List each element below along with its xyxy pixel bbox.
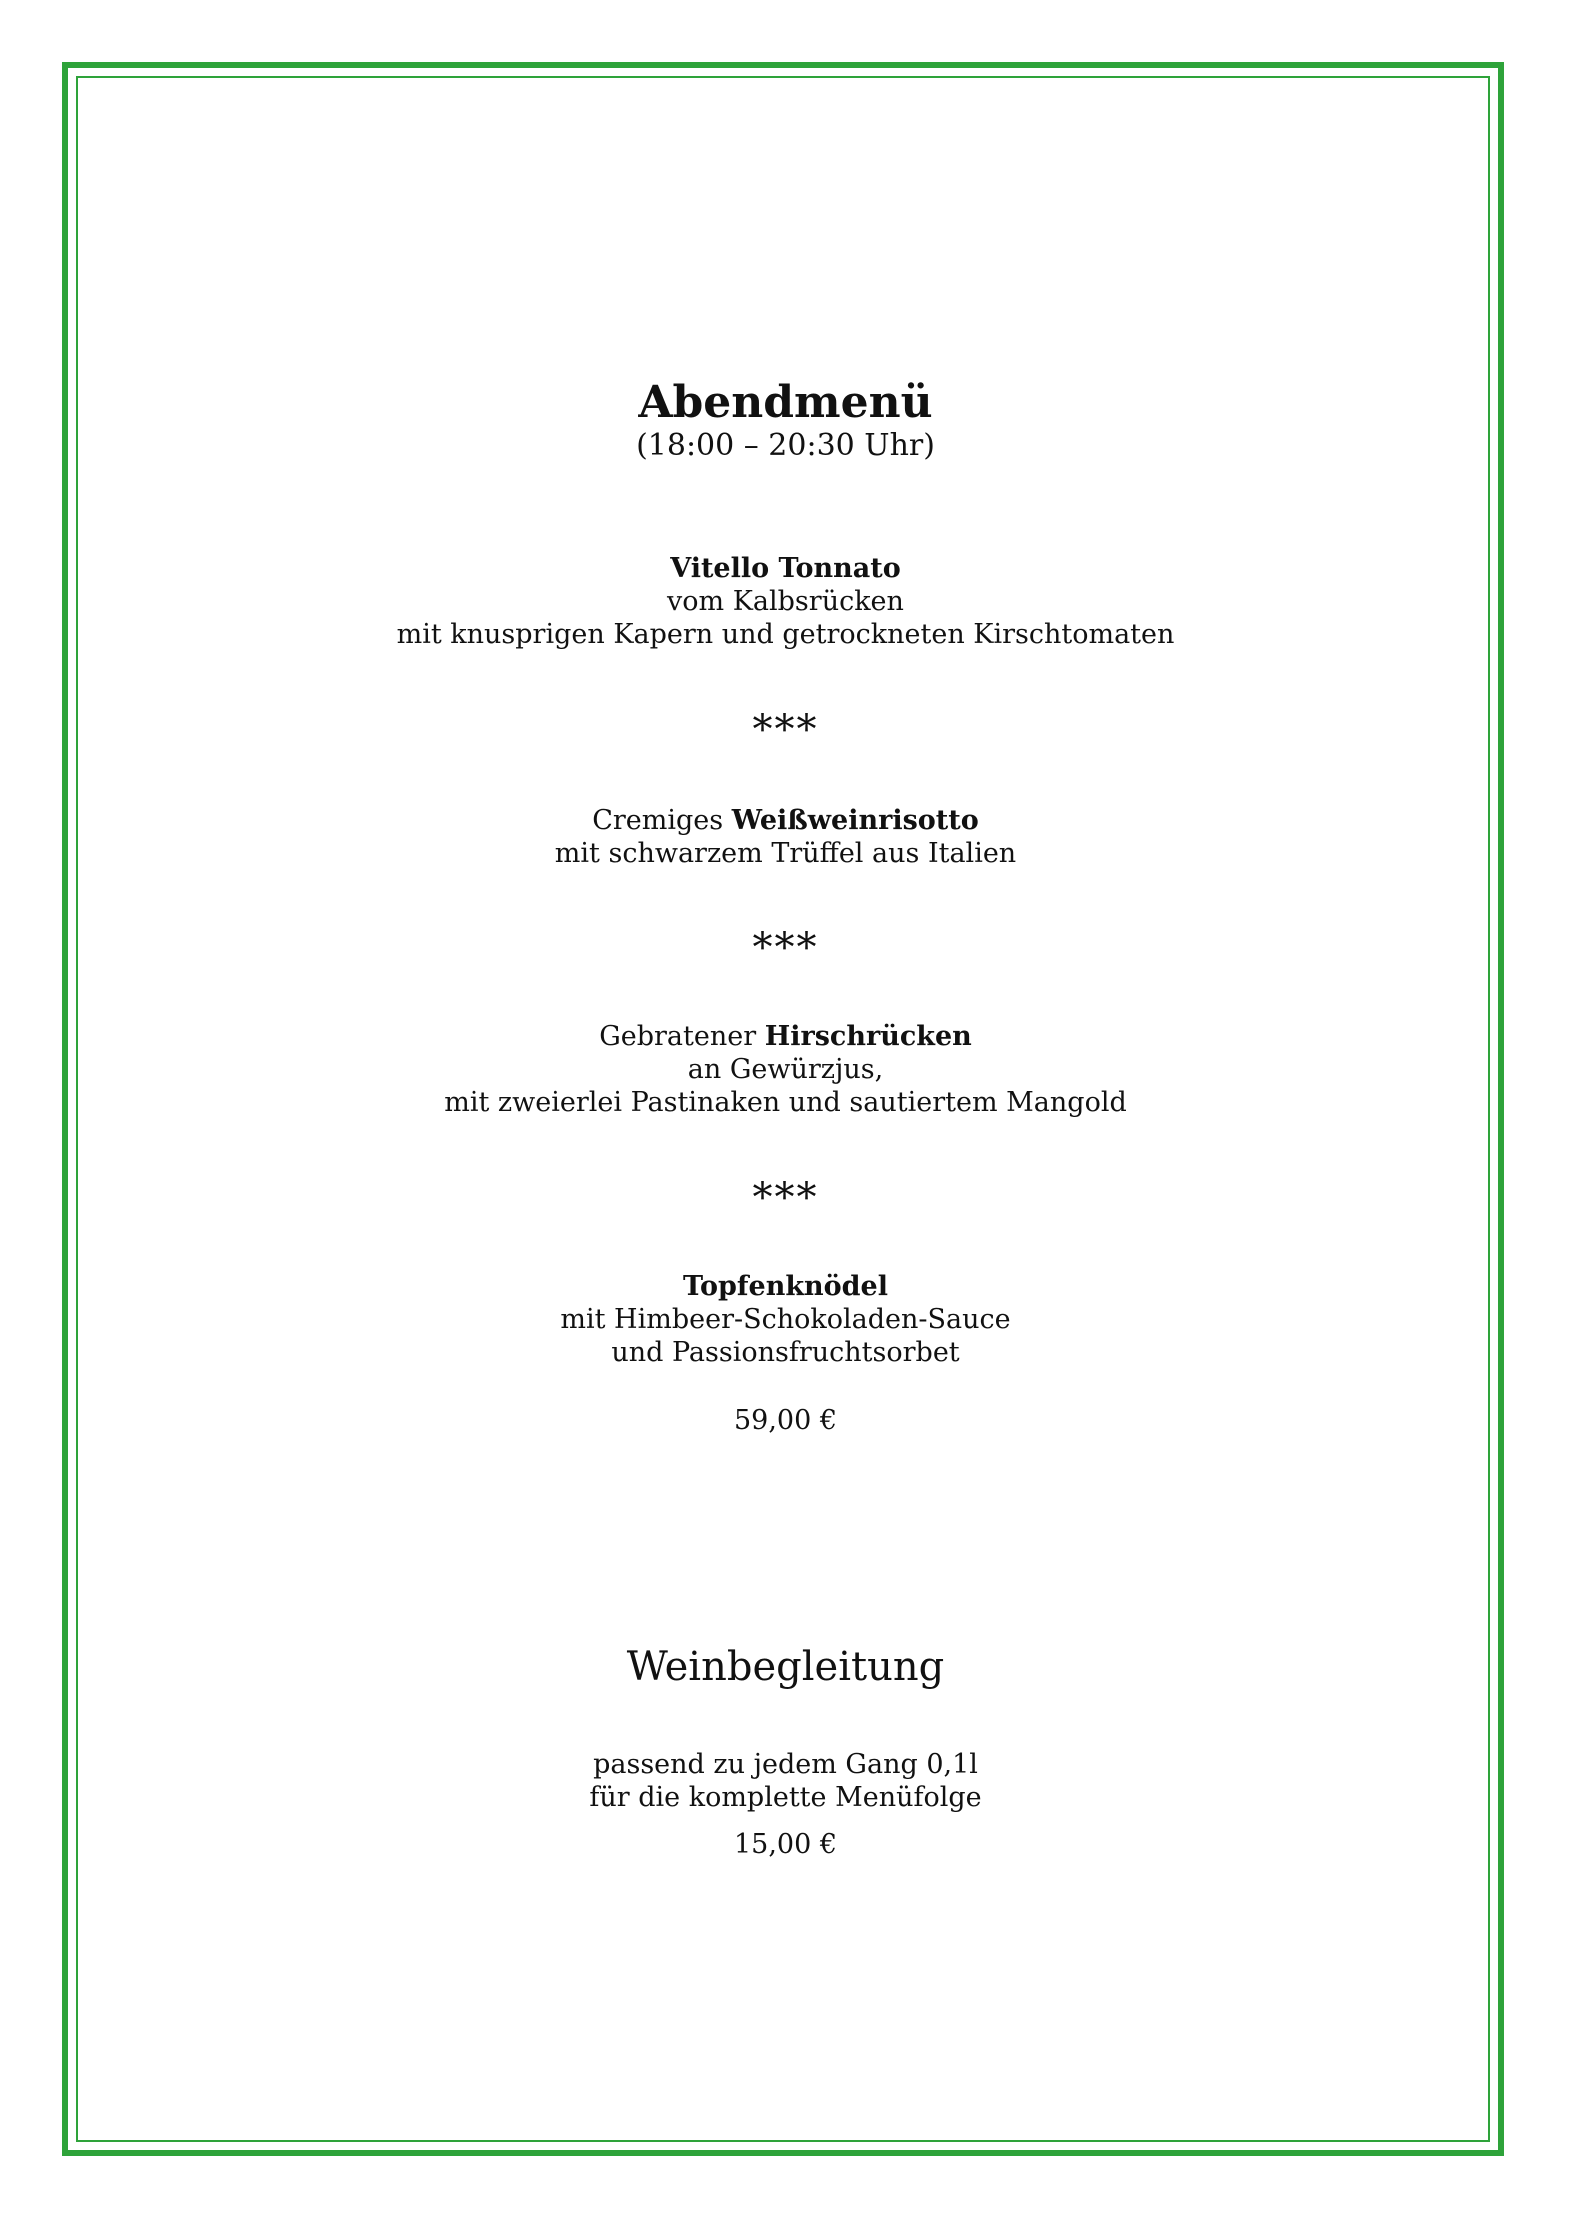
course-4-name: Topfenknödel — [683, 1271, 888, 1302]
separator-2: *** — [752, 925, 819, 971]
course-3-title — [0, 1020, 1571, 1053]
course-3-name: Hirschrücken — [764, 1021, 972, 1052]
menu-price: 59,00 € — [733, 1405, 838, 1436]
course-1-line2: mit knusprigen Kapern und getrockneten Kirschtomaten — [396, 619, 1175, 650]
menu-header — [0, 378, 1571, 464]
course-4-line1: mit Himbeer-Schokoladen-Sauce — [560, 1304, 1011, 1335]
menu-hours: (18:00 – 20:30 Uhr) — [636, 428, 935, 463]
course-3-line1: an Gewürzjus, — [687, 1054, 884, 1085]
course-3-line2: mit zweierlei Pastinaken und sautiertem Mangold — [444, 1087, 1127, 1118]
wine-line2: für die komplette Menüfolge — [589, 1782, 982, 1813]
course-2-name: Weißweinrisotto — [731, 805, 979, 836]
separator-1: *** — [752, 707, 819, 753]
course-1-line1: vom Kalbsrücken — [667, 586, 904, 617]
wine-price: 15,00 € — [733, 1829, 838, 1860]
wine-line1: passend zu jedem Gang 0,1l — [593, 1749, 978, 1780]
separator-3: *** — [752, 1175, 819, 1221]
course-1-name: Vitello Tonnato — [670, 553, 901, 584]
course-2-title — [0, 804, 1571, 837]
course-4 — [0, 1270, 1571, 1369]
course-2-line1: mit schwarzem Trüffel aus Italien — [554, 838, 1017, 869]
course-3-prefix: Gebratener — [599, 1021, 765, 1052]
course-3 — [0, 1020, 1571, 1119]
course-2 — [0, 804, 1571, 870]
course-2-prefix: Cremiges — [592, 805, 732, 836]
wine-title: Weinbegleitung — [626, 1644, 945, 1690]
wine-details — [0, 1748, 1571, 1814]
course-4-line2: und Passionsfruchtsorbet — [611, 1337, 960, 1368]
menu-title: Abendmenü — [638, 377, 933, 428]
course-1 — [0, 552, 1571, 651]
